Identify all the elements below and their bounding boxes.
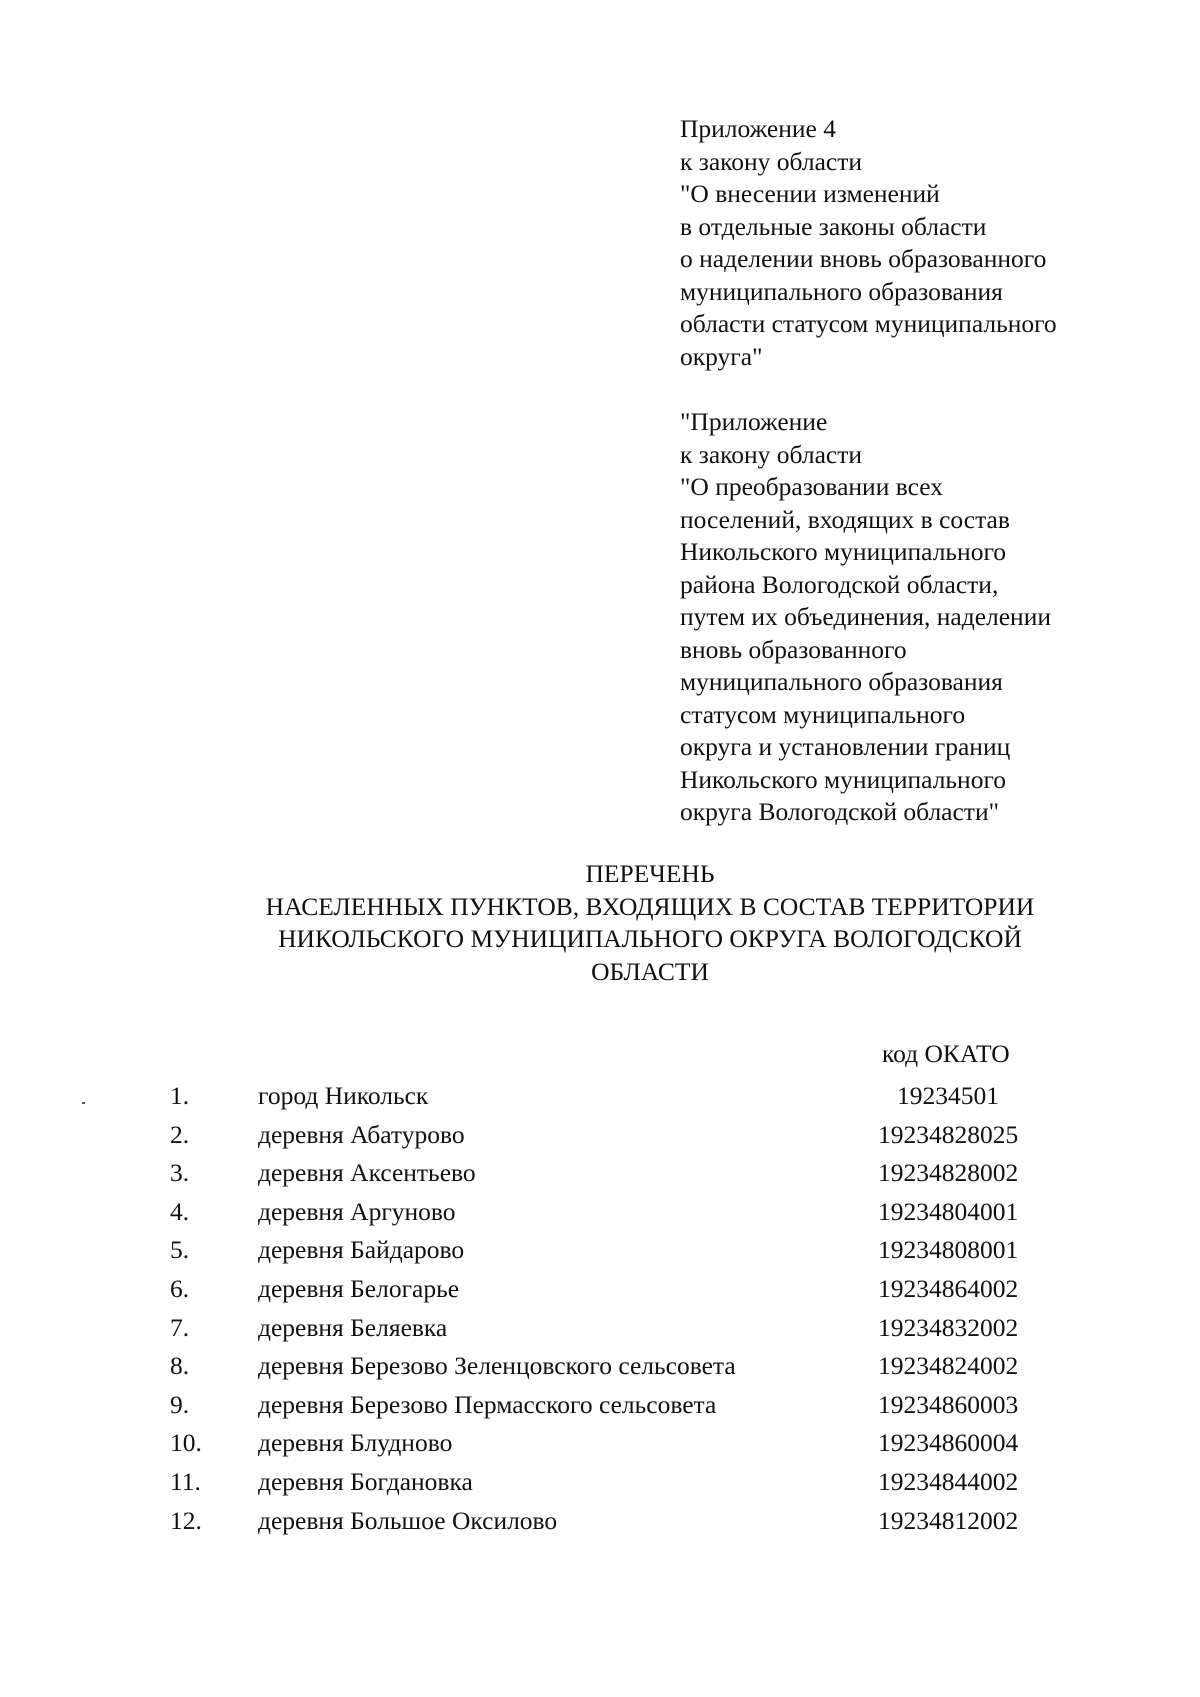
list-item	[0, 1386, 1200, 1425]
title-line: ПЕРЕЧЕНЬ	[585, 859, 715, 888]
prior-appendix-line: путем их объединения, наделении	[680, 602, 1051, 631]
okato-code: 19234501	[897, 1081, 999, 1110]
prior-appendix-line: района Вологодской области,	[680, 569, 999, 599]
okato-code: 19234828002	[878, 1158, 1019, 1188]
okato-code: 19234828025	[878, 1119, 1019, 1149]
okato-code: 19234808001	[878, 1235, 1019, 1265]
settlement-name: город Никольск	[258, 1081, 429, 1110]
list-item	[0, 1154, 1200, 1193]
list-item	[0, 1077, 1200, 1116]
list-item	[0, 1347, 1200, 1386]
title-line: НИКОЛЬСКОГО МУНИЦИПАЛЬНОГО ОКРУГА ВОЛОГОДСКОЙ	[278, 924, 1022, 953]
appendix-line: округа"	[680, 341, 763, 371]
appendix-line: области статусом муниципального	[680, 309, 1057, 338]
appendix-line: о наделении вновь образованного	[680, 244, 1047, 273]
settlement-name: деревня Березово Пермасского сельсовета	[258, 1389, 717, 1419]
settlement-name: деревня Блудново	[258, 1428, 453, 1458]
row-number: 6.	[170, 1273, 190, 1303]
row-number: 7.	[170, 1312, 190, 1342]
list-item	[0, 1231, 1200, 1270]
okato-code: 19234844002	[878, 1466, 1019, 1496]
prior-appendix-line: статусом муниципального	[680, 699, 966, 729]
prior-appendix-line: округа и установлении границ	[680, 732, 1011, 761]
appendix-line: в отдельные законы области	[680, 211, 987, 241]
okato-code: 19234824002	[878, 1351, 1019, 1381]
row-number: 1.	[170, 1081, 190, 1110]
okato-code: 19234812002	[878, 1505, 1019, 1535]
okato-column-header: код ОКАТО	[882, 1039, 1010, 1068]
appendix-header	[680, 113, 1150, 373]
list-item	[0, 1463, 1200, 1502]
prior-appendix-line: "О преобразовании всех	[680, 472, 943, 501]
row-number: 10.	[170, 1428, 202, 1458]
settlement-name: деревня Байдарово	[258, 1235, 465, 1265]
prior-appendix-line: Никольского муниципального	[680, 537, 1007, 566]
row-number: 4.	[170, 1196, 190, 1226]
prior-appendix-line: муниципального образования	[680, 667, 1003, 696]
list-item	[0, 1309, 1200, 1348]
row-number: 2.	[170, 1119, 190, 1149]
okato-code: 19234832002	[878, 1312, 1019, 1342]
list-item	[0, 1193, 1200, 1232]
settlement-name: деревня Богдановка	[258, 1466, 473, 1496]
row-number: 3.	[170, 1158, 190, 1188]
appendix-line: к закону области	[680, 146, 863, 176]
title-line: ОБЛАСТИ	[591, 956, 709, 986]
appendix-line: муниципального образования	[680, 276, 1003, 306]
prior-appendix-line: вновь образованного	[680, 634, 907, 664]
settlement-name: деревня Беляевка	[258, 1312, 448, 1342]
prior-appendix-line: к закону области	[680, 439, 863, 469]
row-number: 11.	[170, 1466, 201, 1496]
list-item	[0, 1502, 1200, 1541]
settlement-name: деревня Абатурово	[258, 1119, 465, 1149]
row-number: 5.	[170, 1235, 190, 1265]
okato-code: 19234860004	[878, 1428, 1019, 1458]
row-number: 8.	[170, 1351, 190, 1381]
settlement-name: деревня Березово Зеленцовского сельсовета	[258, 1351, 736, 1381]
prior-appendix-line: Никольского муниципального	[680, 764, 1007, 794]
appendix-line: "О внесении изменений	[680, 179, 940, 208]
list-item	[0, 1424, 1200, 1463]
document-title	[100, 858, 1200, 988]
title-line: НАСЕЛЕННЫХ ПУНКТОВ, ВХОДЯЩИХ В СОСТАВ ТЕРРИТОРИИ	[265, 891, 1035, 921]
row-number: 9.	[170, 1389, 190, 1419]
okato-code: 19234864002	[878, 1273, 1019, 1303]
settlement-name: деревня Большое Оксилово	[258, 1505, 558, 1535]
settlement-name: деревня Аргуново	[258, 1196, 456, 1226]
prior-appendix-line: поселений, входящих в состав	[680, 504, 1010, 534]
prior-appendix-header	[680, 406, 1150, 829]
list-item	[0, 1116, 1200, 1155]
settlement-name: деревня Аксентьево	[258, 1158, 476, 1188]
okato-code: 19234804001	[878, 1196, 1019, 1226]
settlement-list	[0, 1077, 1200, 1540]
appendix-line: Приложение 4	[680, 114, 836, 143]
row-number: 12.	[170, 1505, 202, 1535]
prior-appendix-line: округа Вологодской области"	[680, 797, 999, 826]
okato-code: 19234860003	[878, 1389, 1019, 1419]
list-item	[0, 1270, 1200, 1309]
prior-appendix-line: "Приложение	[680, 407, 828, 436]
settlement-name: деревня Белогарье	[258, 1273, 460, 1303]
